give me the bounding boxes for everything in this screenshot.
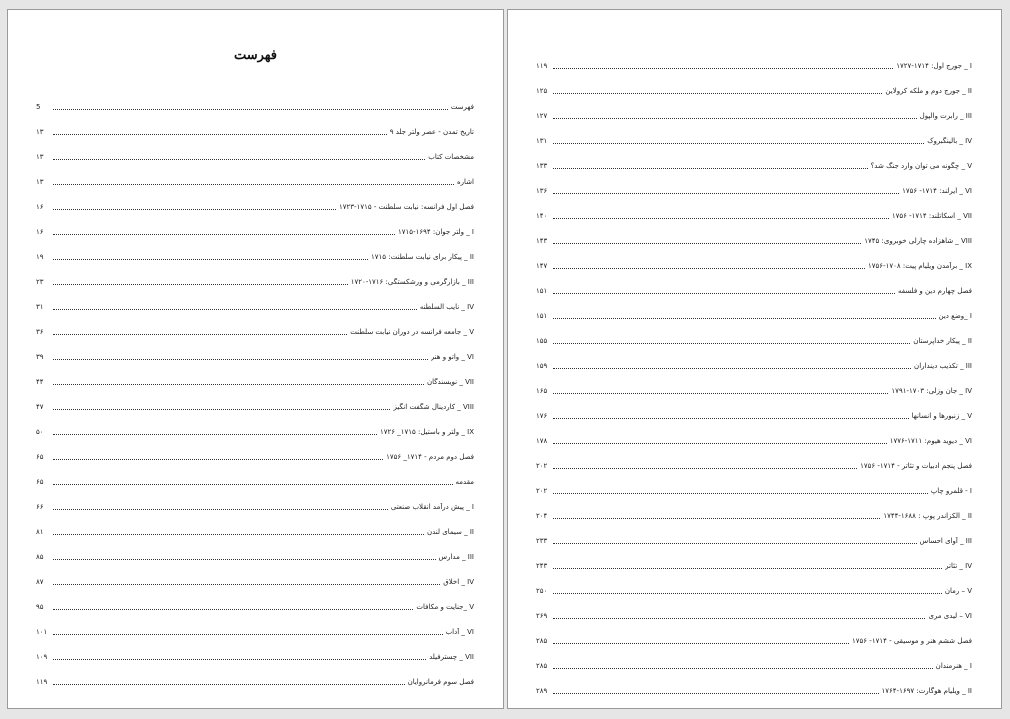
toc-entry-page: ۱۳۶ <box>536 187 548 195</box>
toc-entry-page: ۱۵۱ <box>536 312 548 320</box>
dot-leader <box>553 93 882 94</box>
toc-entry[interactable] <box>536 471 972 496</box>
dot-leader <box>53 609 413 610</box>
toc-entry-label: VI _ واتو و هنر <box>430 353 474 361</box>
toc-entry-page: ۲۸۵ <box>536 637 548 645</box>
toc-entry-label: I _ جورج اول: ۱۷۱۴-۱۷۲۷ <box>896 62 972 70</box>
dot-leader <box>553 393 888 394</box>
dot-leader <box>53 209 336 210</box>
dot-leader <box>553 593 942 594</box>
toc-entry-page: ۱۷۸ <box>536 437 548 445</box>
toc-entry-label: I _ ولتر جوان: ۱۶۹۴-۱۷۱۵ <box>398 228 474 236</box>
toc-entry[interactable] <box>536 571 972 596</box>
toc-entry-page: ۱۷۶ <box>536 412 548 420</box>
toc-entry[interactable] <box>536 196 972 221</box>
toc-entry[interactable] <box>536 346 972 371</box>
toc-entry[interactable] <box>536 296 972 321</box>
toc-entry-page: ۸۵ <box>36 553 44 561</box>
toc-entry[interactable] <box>36 512 474 537</box>
dot-leader <box>553 343 910 344</box>
toc-entry[interactable] <box>536 221 972 246</box>
toc-entry-page: ۱۴۷ <box>536 262 548 270</box>
dot-leader <box>53 534 424 535</box>
dot-leader <box>53 509 388 510</box>
toc-entry-label: V _ زنبورها و انسانها <box>911 412 972 420</box>
toc-entry-page: ۱۴۳ <box>536 237 548 245</box>
toc-entry[interactable] <box>536 371 972 396</box>
toc-entry-label: III _ بازارگرمی و ورشکستگی: ۱۷۱۶-۱۷۲۰ <box>350 278 474 286</box>
toc-entry-label: IV _ تئاتر <box>945 562 972 570</box>
toc-entry-label: III _ رابرت والپول <box>919 112 972 120</box>
toc-entry[interactable] <box>536 171 972 196</box>
toc-entry-page: ۳۶ <box>36 328 44 336</box>
toc-entry-label: VII _ اسکاتلند: ۱۷۱۴- ۱۷۵۶ <box>891 212 972 220</box>
dot-leader <box>53 384 424 385</box>
toc-entry[interactable] <box>36 262 474 287</box>
toc-entry-label: V _ جامعه فرانسه در دوران نیابت سلطنت <box>350 328 474 336</box>
toc-list-right <box>536 46 972 696</box>
toc-entry-label: III _ تکذیب دینداران <box>914 362 972 370</box>
toc-entry-page: ۸۱ <box>36 528 44 536</box>
toc-entry-page: ۵۰ <box>36 428 44 436</box>
dot-leader <box>53 434 377 435</box>
toc-entry[interactable] <box>536 496 972 521</box>
dot-leader <box>53 134 387 135</box>
toc-entry[interactable] <box>536 621 972 646</box>
dot-leader <box>53 484 453 485</box>
toc-entry[interactable] <box>536 596 972 621</box>
toc-entry[interactable] <box>536 396 972 421</box>
toc-entry-page: ۲۰۴ <box>536 512 548 520</box>
toc-entry-page: ۲۴۳ <box>536 562 548 570</box>
toc-entry-label: V _جنایت و مکافات <box>416 603 474 611</box>
toc-entry-page: ۱۹ <box>36 253 44 261</box>
dot-leader <box>53 109 448 110</box>
toc-entry-label: I _وضع دین <box>938 312 972 320</box>
toc-entry-label: فهرست <box>450 103 474 111</box>
toc-entry-label: فصل سوم فرمانروایان <box>407 678 474 686</box>
dot-leader <box>553 193 899 194</box>
dot-leader <box>553 418 909 419</box>
dot-leader <box>53 284 348 285</box>
dot-leader <box>553 693 879 694</box>
dot-leader <box>553 568 942 569</box>
toc-entry[interactable] <box>36 187 474 212</box>
toc-entry-label: IV _ اخلاق <box>443 578 474 586</box>
dot-leader <box>553 143 924 144</box>
toc-entry[interactable] <box>36 237 474 262</box>
toc-entry-label: IX _ برآمدن ویلیام پیت: ۱۷۰۸-۱۷۵۶ <box>868 262 972 270</box>
toc-entry-page: ۱۳ <box>36 178 44 186</box>
toc-entry[interactable] <box>36 662 474 687</box>
toc-entry-label: IX _ ولتر و باستیل: ۱۷۱۵_ ۱۷۲۶ <box>379 428 474 436</box>
toc-entry-page: ۲۸۵ <box>536 662 548 670</box>
toc-entry[interactable] <box>536 71 972 96</box>
toc-entry-label: V _ چگونه می توان وارد جنگ شد؟ <box>870 162 972 170</box>
toc-entry[interactable] <box>36 87 474 112</box>
toc-entry-page: ۲۳ <box>36 278 44 286</box>
dot-leader <box>53 309 417 310</box>
toc-entry[interactable] <box>536 671 972 696</box>
dot-leader <box>553 543 917 544</box>
dot-leader <box>53 684 405 685</box>
toc-entry-page: ۱۱۹ <box>36 678 48 686</box>
dot-leader <box>53 359 428 360</box>
toc-entry-label: IV _ جان وزلی: ۱۷۰۳-۱۷۹۱ <box>891 387 972 395</box>
toc-entry-page: 5 <box>36 103 41 111</box>
toc-entry[interactable] <box>536 96 972 121</box>
dot-leader <box>553 368 911 369</box>
toc-entry-label: فصل ششم هنر و موسیقی - ۱۷۱۴- ۱۷۵۶ <box>852 637 972 645</box>
toc-entry[interactable] <box>536 446 972 471</box>
toc-entry-label: II _ ویلیام هوگارت: ۱۶۹۷-۱۷۶۴ <box>881 687 972 695</box>
toc-entry-page: ۳۹ <box>36 353 44 361</box>
dot-leader <box>53 259 368 260</box>
dot-leader <box>553 268 865 269</box>
toc-entry-label: II _ جورج دوم و ملکه کرولاین <box>885 87 972 95</box>
toc-entry[interactable] <box>36 487 474 512</box>
toc-list-left <box>36 87 474 687</box>
toc-entry[interactable] <box>36 137 474 162</box>
toc-entry[interactable] <box>536 521 972 546</box>
toc-entry-label: فصل چهارم دین و فلسفه <box>898 287 972 295</box>
left-page <box>7 9 504 709</box>
toc-entry-label: I _ پیش درآمد انقلاب صنعتی <box>390 503 474 511</box>
dot-leader <box>553 618 925 619</box>
dot-leader <box>553 493 928 494</box>
toc-entry-page: ۲۸۹ <box>536 687 548 695</box>
toc-entry[interactable] <box>36 287 474 312</box>
toc-entry-label: VII _ چسترفیلد <box>429 653 474 661</box>
dot-leader <box>53 584 440 585</box>
dot-leader <box>53 159 425 160</box>
dot-leader <box>553 218 889 219</box>
toc-entry-label: فصل اول فرانسه: نیابت سلطنت - ۱۷۱۵-۱۷۲۳ <box>338 203 474 211</box>
toc-entry[interactable] <box>36 212 474 237</box>
dot-leader <box>53 459 383 460</box>
toc-entry-label: IV _ نایب السلطنه <box>419 303 474 311</box>
toc-entry-page: ۲۳۳ <box>536 537 548 545</box>
toc-entry-page: ۱۵۹ <box>536 362 548 370</box>
toc-entry-label: VI _ دیوید هیوم: ۱۷۱۱-۱۷۷۶ <box>889 437 972 445</box>
toc-entry[interactable] <box>36 462 474 487</box>
toc-entry-page: ۱۰۹ <box>36 653 48 661</box>
toc-entry-label: I _ هنرمندان <box>935 662 972 670</box>
toc-entry[interactable] <box>536 546 972 571</box>
dot-leader <box>553 468 857 469</box>
dot-leader <box>53 184 454 185</box>
toc-entry[interactable] <box>36 387 474 412</box>
toc-entry-page: ۳۱ <box>36 303 44 311</box>
dot-leader <box>53 659 426 660</box>
toc-entry-label: VII _ نویسندگان <box>426 378 474 386</box>
toc-entry-label: III _ مدارس <box>438 553 474 561</box>
toc-entry-page: ۱۶ <box>36 228 44 236</box>
toc-entry-page: ۱۵۱ <box>536 287 548 295</box>
toc-entry-page: ۱۳۱ <box>536 137 548 145</box>
dot-leader <box>53 234 395 235</box>
toc-entry-label: V – رمان <box>944 587 972 595</box>
toc-entry[interactable] <box>36 637 474 662</box>
dot-leader <box>553 518 880 519</box>
toc-entry-page: ۱۲۵ <box>536 87 548 95</box>
dot-leader <box>553 443 887 444</box>
toc-entry-page: ۹۵ <box>36 603 44 611</box>
dot-leader <box>553 293 895 294</box>
toc-entry-page: ۴۷ <box>36 403 44 411</box>
toc-entry-page: ۲۵۰ <box>536 587 548 595</box>
toc-entry[interactable] <box>536 646 972 671</box>
toc-entry-label: VI _ آداب <box>445 628 474 636</box>
page-title: فهرست <box>233 48 278 63</box>
dot-leader <box>553 68 893 69</box>
toc-entry-label: III _ آوای احساس <box>919 537 972 545</box>
toc-entry[interactable] <box>36 437 474 462</box>
toc-entry-page: ۱۵۵ <box>536 337 548 345</box>
toc-entry-page: ۱۳۳ <box>536 162 548 170</box>
toc-entry-label: II _ الکزاندر پوپ : ۱۶۸۸-۱۷۴۴ <box>883 512 972 520</box>
dot-leader <box>553 118 917 119</box>
toc-entry-label: اشاره <box>457 178 474 186</box>
toc-entry[interactable] <box>536 46 972 71</box>
toc-entry[interactable] <box>36 312 474 337</box>
toc-entry-label: II _ پیکار برای نیابت سلطنت: ۱۷۱۵ <box>371 253 474 261</box>
toc-entry[interactable] <box>36 562 474 587</box>
toc-entry-label: فصل پنجم ادبیات و تئاتر - ۱۷۱۴- ۱۷۵۶ <box>860 462 972 470</box>
toc-entry-page: ۱۳ <box>36 128 44 136</box>
toc-entry-label: مشخصات کتاب <box>428 153 474 161</box>
toc-entry[interactable] <box>536 246 972 271</box>
toc-entry[interactable] <box>536 271 972 296</box>
toc-entry-page: ۶۶ <box>36 503 44 511</box>
toc-entry[interactable] <box>36 112 474 137</box>
toc-entry-label: II _ سیمای لندن <box>426 528 474 536</box>
dot-leader <box>553 168 868 169</box>
toc-entry-label: تاریخ تمدن - عصر ولتر جلد ۹ <box>389 128 474 136</box>
dot-leader <box>53 409 390 410</box>
dot-leader <box>553 668 933 669</box>
toc-entry-page: ۱۴۰ <box>536 212 548 220</box>
toc-entry[interactable] <box>536 321 972 346</box>
toc-entry-label: VI _ ایرلند: ۱۷۱۴- ۱۷۵۶ <box>902 187 972 195</box>
dot-leader <box>553 643 849 644</box>
dot-leader <box>53 559 436 560</box>
toc-entry[interactable] <box>36 412 474 437</box>
toc-entry-page: ۲۰۲ <box>536 487 548 495</box>
toc-entry-label: I - قلمرو چاپ <box>930 487 972 495</box>
toc-entry-page: ۶۵ <box>36 478 44 486</box>
toc-entry-page: ۶۵ <box>36 453 44 461</box>
toc-entry-page: ۱۲۷ <box>536 112 548 120</box>
dot-leader <box>53 334 347 335</box>
toc-entry[interactable] <box>536 421 972 446</box>
toc-entry-page: ۴۴ <box>36 378 44 386</box>
toc-entry-page: ۱۶ <box>36 203 44 211</box>
toc-entry-label: VIII _ کاردینال شگفت انگیز <box>393 403 474 411</box>
toc-entry-label: فصل دوم مردم - ۱۷۱۴_ ۱۷۵۶ <box>386 453 474 461</box>
right-page <box>507 9 1002 709</box>
toc-entry-page: ۱۱۹ <box>536 62 548 70</box>
toc-entry-page: ۱۰۱ <box>36 628 48 636</box>
toc-entry-page: ۲۶۹ <box>536 612 548 620</box>
toc-entry-page: ۱۳ <box>36 153 44 161</box>
toc-entry-label: مقدمه <box>455 478 474 486</box>
toc-entry-label: II _ پیکار خداپرستان <box>913 337 972 345</box>
toc-entry-page: ۸۷ <box>36 578 44 586</box>
toc-entry-page: ۲۰۲ <box>536 462 548 470</box>
dot-leader <box>53 634 443 635</box>
toc-entry-label: VI – لیدی مری <box>928 612 972 620</box>
toc-entry[interactable] <box>536 121 972 146</box>
toc-entry[interactable] <box>36 587 474 612</box>
dot-leader <box>553 318 936 319</box>
toc-entry[interactable] <box>36 337 474 362</box>
toc-entry-label: IV _ بالینگبروک <box>927 137 972 145</box>
toc-entry-label: VIII _ شاهزاده چارلی خوبروی: ۱۷۴۵ <box>864 237 972 245</box>
toc-entry[interactable] <box>36 162 474 187</box>
toc-entry-page: ۱۶۵ <box>536 387 548 395</box>
toc-entry[interactable] <box>36 612 474 637</box>
dot-leader <box>553 243 861 244</box>
toc-entry[interactable] <box>536 146 972 171</box>
toc-entry[interactable] <box>36 537 474 562</box>
toc-entry[interactable] <box>36 362 474 387</box>
